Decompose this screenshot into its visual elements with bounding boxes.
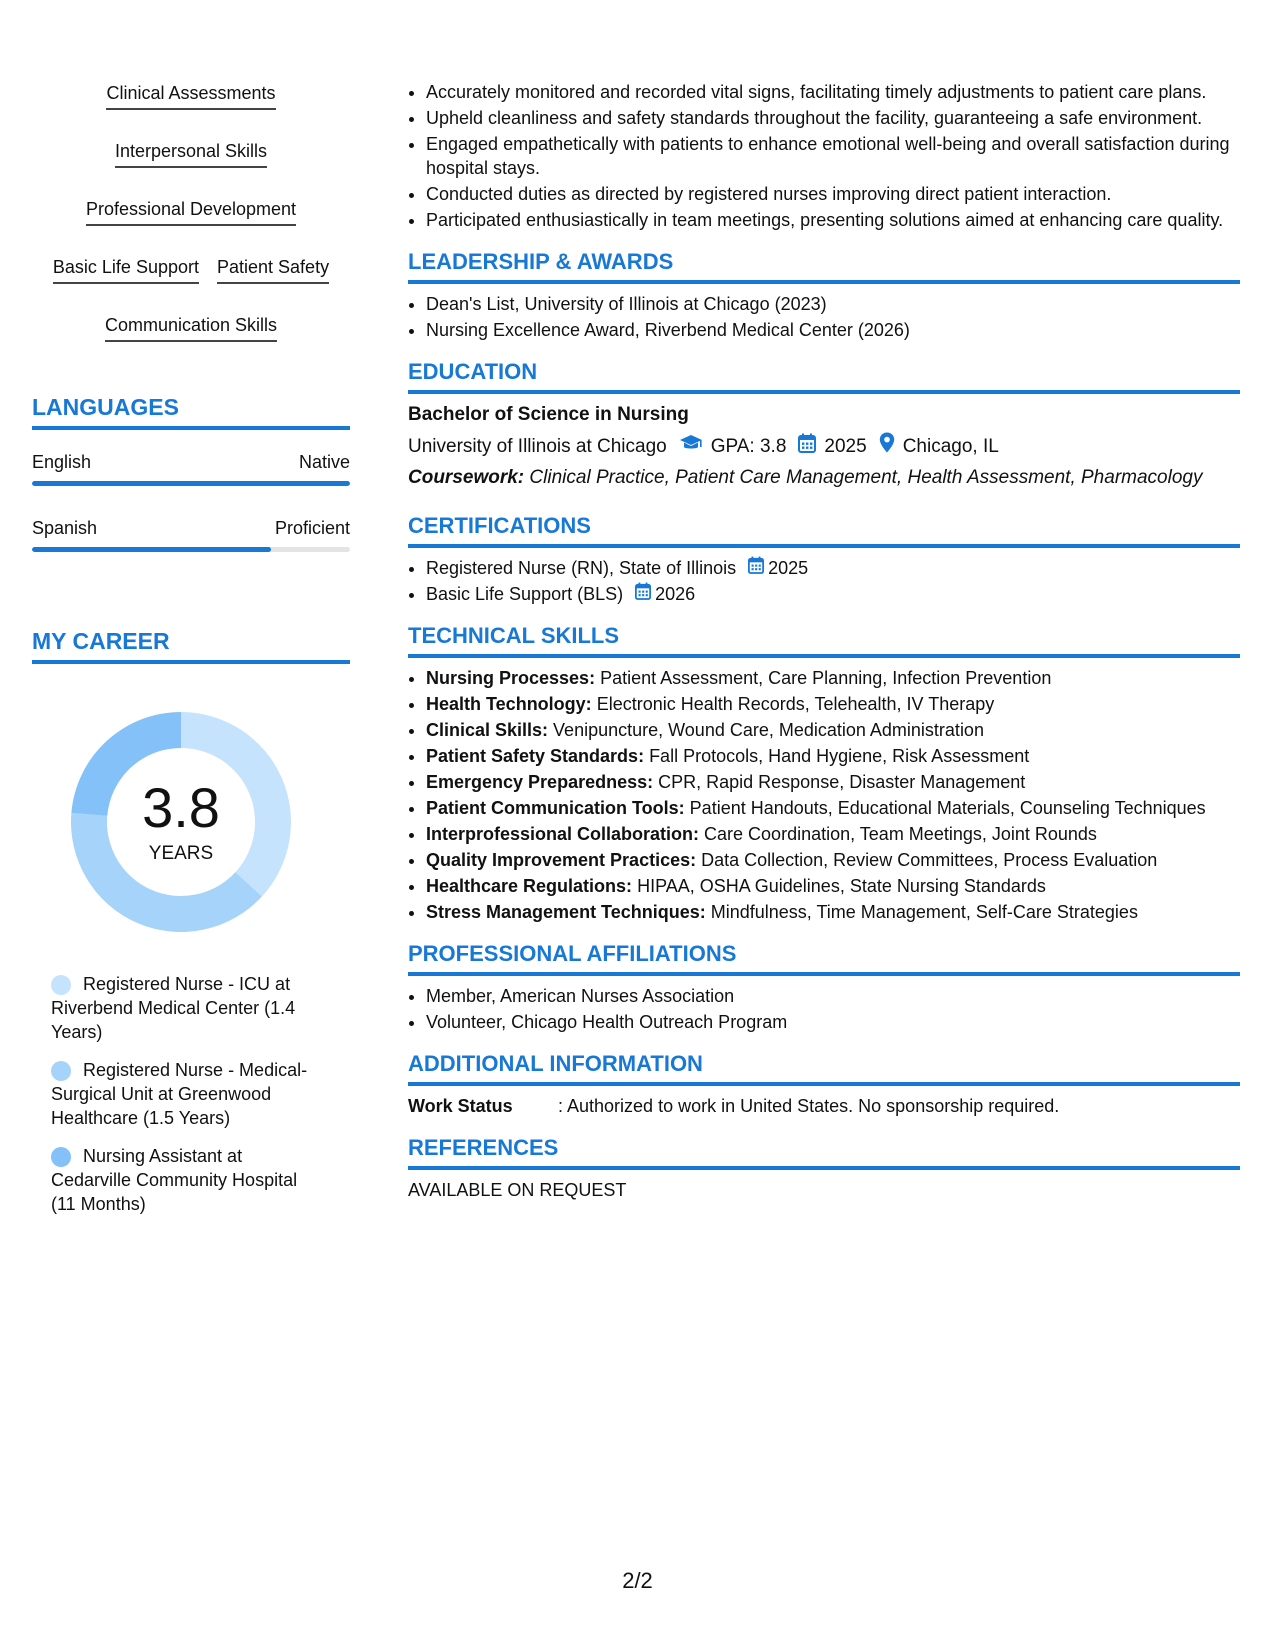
technical-skill-value: Patient Assessment, Care Planning, Infection Prevention bbox=[595, 668, 1052, 688]
map-pin-icon bbox=[879, 432, 895, 462]
technical-skill-label: Clinical Skills: bbox=[426, 720, 549, 740]
calendar-icon bbox=[635, 582, 651, 606]
career-legend-item bbox=[51, 1144, 321, 1216]
experience-bullet: • Upheld cleanliness and safety standards throughout the facility, guaranteeing a safe environment. bbox=[426, 106, 1240, 130]
technical-skill-label: Health Technology: bbox=[426, 694, 592, 714]
technical-skill-label: Emergency Preparedness: bbox=[426, 772, 654, 792]
references-heading: REFERENCES bbox=[408, 1134, 1240, 1170]
work-status-value: : Authorized to work in United States. No sponsorship required. bbox=[558, 1096, 1060, 1116]
affiliation-item: • Member, American Nurses Association bbox=[426, 984, 1240, 1008]
legend-dot bbox=[51, 975, 71, 995]
certifications-heading: CERTIFICATIONS bbox=[408, 512, 1240, 548]
certification-name: • Registered Nurse (RN), State of Illinois bbox=[426, 558, 737, 578]
technical-skill-value: Venipuncture, Wound Care, Medication Administration bbox=[548, 720, 984, 740]
language-bar-fill bbox=[32, 547, 271, 552]
technical-skill-value: Patient Handouts, Educational Materials, Counseling Techniques bbox=[684, 798, 1206, 818]
school-name: University of Illinois at Chicago bbox=[408, 436, 667, 457]
skill-tags bbox=[32, 80, 350, 342]
career-donut bbox=[65, 706, 297, 938]
language-level: Proficient bbox=[274, 518, 350, 538]
technical-skill-label: Stress Management Techniques: bbox=[426, 902, 706, 922]
education-heading: EDUCATION bbox=[408, 358, 1240, 394]
leadership-item: • Nursing Excellence Award, Riverbend Medical Center (2026) bbox=[426, 318, 1240, 342]
technical-skill-label: Quality Improvement Practices: bbox=[426, 850, 697, 870]
career-legend-item bbox=[51, 1058, 321, 1130]
career-total-value: 3.8 bbox=[142, 776, 220, 839]
coursework bbox=[408, 466, 1240, 490]
career-legend-label: Registered Nurse - Medical-Surgical Unit at Greenwood Healthcare (1.5 Years) bbox=[51, 1060, 308, 1128]
technical-skill-item bbox=[426, 770, 1240, 794]
leadership-item: • Dean's List, University of Illinois at Chicago (2023) bbox=[426, 292, 1240, 316]
career-total-unit: YEARS bbox=[148, 843, 214, 864]
language-item bbox=[32, 452, 350, 486]
coursework-list: Clinical Practice, Patient Care Management, Health Assessment, Pharmacology bbox=[524, 467, 1203, 488]
technical-skill-item bbox=[426, 874, 1240, 898]
certification-year: 2026 bbox=[655, 584, 696, 604]
certification-item bbox=[426, 582, 1240, 606]
technical-skill-label: Interprofessional Collaboration: bbox=[426, 824, 700, 844]
legend-dot bbox=[51, 1061, 71, 1081]
experience-bullet: • Accurately monitored and recorded vital signs, facilitating timely adjustments to patient care plans. bbox=[426, 80, 1240, 104]
technical-skill-value: Fall Protocols, Hand Hygiene, Risk Assessment bbox=[644, 746, 1030, 766]
career-legend-label: Registered Nurse - ICU at Riverbend Medical Center (1.4 Years) bbox=[51, 974, 296, 1042]
technical-skill-label: Healthcare Regulations: bbox=[426, 876, 633, 896]
language-bar bbox=[32, 481, 350, 486]
language-level: Native bbox=[298, 452, 350, 472]
skill-tag: Patient Safety bbox=[217, 254, 329, 284]
technical-skill-value: Care Coordination, Team Meetings, Joint Rounds bbox=[699, 824, 1097, 844]
language-name: English bbox=[32, 452, 92, 472]
affiliations-list bbox=[408, 984, 1240, 1034]
technical-skill-value: Electronic Health Records, Telehealth, IV Therapy bbox=[591, 694, 995, 714]
technical-skill-item bbox=[426, 692, 1240, 716]
skill-tag: Communication Skills bbox=[105, 312, 277, 342]
graduation-cap-icon bbox=[679, 433, 703, 461]
certifications-list bbox=[408, 556, 1240, 606]
graduation-year: 2025 bbox=[824, 436, 867, 457]
experience-bullet: • Participated enthusiastically in team meetings, presenting solutions aimed at enhancing care quality. bbox=[426, 208, 1240, 232]
degree-title: Bachelor of Science in Nursing bbox=[408, 404, 689, 425]
affiliations-heading: PROFESSIONAL AFFILIATIONS bbox=[408, 940, 1240, 976]
technical-skill-item bbox=[426, 718, 1240, 742]
work-status-label: Work Status bbox=[408, 1096, 513, 1116]
technical-skill-item bbox=[426, 822, 1240, 846]
technical-skills-list bbox=[408, 666, 1240, 924]
experience-bullets bbox=[408, 80, 1240, 232]
skill-tag: Interpersonal Skills bbox=[115, 138, 267, 168]
additional-info-heading: ADDITIONAL INFORMATION bbox=[408, 1050, 1240, 1086]
certification-name: • Basic Life Support (BLS) bbox=[426, 584, 624, 604]
skill-tag: Basic Life Support bbox=[53, 254, 199, 284]
career-heading: MY CAREER bbox=[32, 626, 350, 664]
technical-skill-item bbox=[426, 900, 1240, 924]
certification-year: 2025 bbox=[768, 558, 809, 578]
career-legend-label: Nursing Assistant at Cedarville Community Hospital (11 Months) bbox=[51, 1146, 298, 1214]
technical-skill-item bbox=[426, 666, 1240, 690]
right-column bbox=[408, 80, 1240, 1202]
technical-skills-heading: TECHNICAL SKILLS bbox=[408, 622, 1240, 658]
leadership-heading: LEADERSHIP & AWARDS bbox=[408, 248, 1240, 284]
work-status-row bbox=[408, 1094, 1240, 1118]
gpa: GPA: 3.8 bbox=[710, 436, 787, 457]
language-item bbox=[32, 518, 350, 552]
experience-bullet: • Engaged empathetically with patients to enhance emotional well-being and overall satisfaction during hospital stays. bbox=[426, 132, 1240, 180]
skill-tag: Clinical Assessments bbox=[106, 80, 275, 110]
education-entry bbox=[408, 402, 1240, 490]
skill-tag: Professional Development bbox=[86, 196, 296, 226]
left-column bbox=[32, 80, 350, 1230]
technical-skill-value: HIPAA, OSHA Guidelines, State Nursing Standards bbox=[632, 876, 1046, 896]
technical-skill-item bbox=[426, 796, 1240, 820]
calendar-icon bbox=[798, 433, 816, 462]
school-location: Chicago, IL bbox=[902, 436, 999, 457]
leadership-list bbox=[408, 292, 1240, 342]
language-name: Spanish bbox=[32, 518, 98, 538]
language-bar bbox=[32, 547, 350, 552]
page-number: 2/2 bbox=[622, 1568, 653, 1593]
references-text: AVAILABLE ON REQUEST bbox=[408, 1180, 627, 1200]
affiliation-item: • Volunteer, Chicago Health Outreach Program bbox=[426, 1010, 1240, 1034]
technical-skill-label: Nursing Processes: bbox=[426, 668, 596, 688]
technical-skill-item bbox=[426, 744, 1240, 768]
technical-skill-label: Patient Communication Tools: bbox=[426, 798, 685, 818]
career-legend-item bbox=[51, 972, 321, 1044]
languages-heading: LANGUAGES bbox=[32, 392, 350, 430]
experience-bullet: • Conducted duties as directed by registered nurses improving direct patient interaction. bbox=[426, 182, 1240, 206]
certification-item bbox=[426, 556, 1240, 580]
technical-skill-item bbox=[426, 848, 1240, 872]
language-bar-fill bbox=[32, 481, 350, 486]
coursework-label: Coursework: bbox=[408, 467, 525, 488]
technical-skill-value: Data Collection, Review Committees, Process Evaluation bbox=[696, 850, 1158, 870]
technical-skill-value: Mindfulness, Time Management, Self-Care Strategies bbox=[705, 902, 1138, 922]
legend-dot bbox=[51, 1147, 71, 1167]
technical-skill-label: Patient Safety Standards: bbox=[426, 746, 645, 766]
technical-skill-value: CPR, Rapid Response, Disaster Management bbox=[653, 772, 1026, 792]
calendar-icon bbox=[748, 556, 764, 580]
career-legend bbox=[51, 972, 321, 1216]
